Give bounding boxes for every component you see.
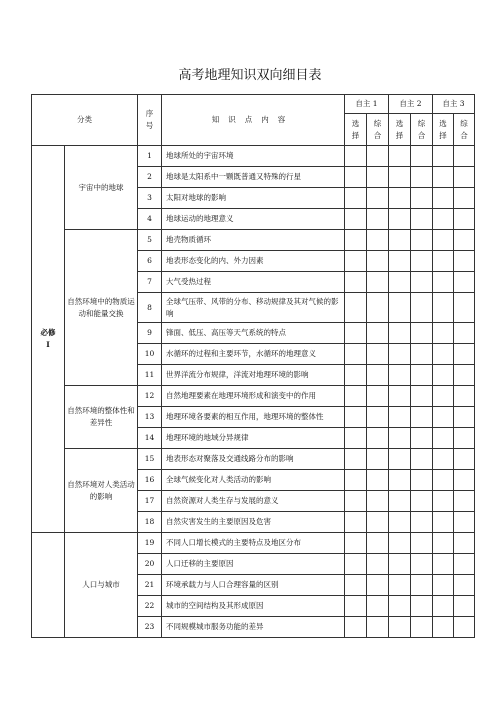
mark-cell[interactable] bbox=[433, 293, 454, 323]
mark-cell[interactable] bbox=[345, 188, 367, 209]
header-group-3: 自主 3 bbox=[433, 95, 475, 114]
header-seq-bottom: 号 bbox=[145, 121, 154, 130]
mark-cell[interactable] bbox=[367, 188, 389, 209]
mark-cell[interactable] bbox=[433, 533, 454, 554]
mark-cell[interactable] bbox=[367, 617, 389, 638]
mark-cell[interactable] bbox=[411, 272, 433, 293]
mark-cell[interactable] bbox=[411, 386, 433, 407]
mark-cell[interactable] bbox=[411, 407, 433, 428]
mark-cell[interactable] bbox=[367, 575, 389, 596]
mark-cell[interactable] bbox=[367, 512, 389, 533]
mark-cell[interactable] bbox=[454, 575, 475, 596]
mark-cell[interactable] bbox=[345, 617, 367, 638]
row-number: 6 bbox=[138, 251, 162, 272]
mark-cell[interactable] bbox=[433, 209, 454, 230]
knowledge-point: 全球气候变化对人类活动的影响 bbox=[162, 470, 345, 491]
mark-cell[interactable] bbox=[389, 188, 411, 209]
row-number: 21 bbox=[138, 575, 162, 596]
mark-cell[interactable] bbox=[411, 491, 433, 512]
mark-cell[interactable] bbox=[345, 365, 367, 386]
mark-cell[interactable] bbox=[433, 554, 454, 575]
mark-cell[interactable] bbox=[345, 428, 367, 449]
row-number: 13 bbox=[138, 407, 162, 428]
mark-cell[interactable] bbox=[411, 323, 433, 344]
category-cell: 人口与城市 bbox=[65, 533, 138, 638]
mark-cell[interactable] bbox=[367, 251, 389, 272]
row-number: 5 bbox=[138, 230, 162, 251]
mark-cell[interactable] bbox=[411, 365, 433, 386]
mark-cell[interactable] bbox=[433, 575, 454, 596]
mark-cell[interactable] bbox=[389, 491, 411, 512]
mark-cell[interactable] bbox=[345, 449, 367, 470]
mark-cell[interactable] bbox=[367, 491, 389, 512]
knowledge-point: 地表形态变化的内、外力因素 bbox=[162, 251, 345, 272]
mark-cell[interactable] bbox=[367, 230, 389, 251]
mark-cell[interactable] bbox=[389, 293, 411, 323]
mark-cell[interactable] bbox=[454, 365, 475, 386]
mark-cell[interactable] bbox=[433, 491, 454, 512]
knowledge-point: 世界洋流分布规律，洋流对地理环境的影响 bbox=[162, 365, 345, 386]
mark-cell[interactable] bbox=[345, 596, 367, 617]
mark-cell[interactable] bbox=[411, 428, 433, 449]
row-number: 9 bbox=[138, 323, 162, 344]
header-group-2: 自主 2 bbox=[389, 95, 433, 114]
mark-cell[interactable] bbox=[454, 407, 475, 428]
mark-cell[interactable] bbox=[345, 344, 367, 365]
mark-cell[interactable] bbox=[433, 386, 454, 407]
mark-cell[interactable] bbox=[389, 209, 411, 230]
header-category: 分类 bbox=[32, 95, 138, 146]
mark-cell[interactable] bbox=[433, 344, 454, 365]
mark-cell[interactable] bbox=[433, 146, 454, 167]
knowledge-point: 自然灾害发生的主要原因及危害 bbox=[162, 512, 345, 533]
mark-cell[interactable] bbox=[454, 386, 475, 407]
mark-cell[interactable] bbox=[433, 407, 454, 428]
mark-cell[interactable] bbox=[345, 491, 367, 512]
knowledge-point: 环境承载力与人口合理容量的区别 bbox=[162, 575, 345, 596]
mark-cell[interactable] bbox=[345, 251, 367, 272]
mark-cell[interactable] bbox=[411, 596, 433, 617]
mark-cell[interactable] bbox=[389, 167, 411, 188]
mark-cell[interactable] bbox=[454, 188, 475, 209]
mark-cell[interactable] bbox=[367, 449, 389, 470]
module-label-line2: I bbox=[46, 340, 50, 349]
mark-cell[interactable] bbox=[454, 533, 475, 554]
header-zonghe-1: 综 合 bbox=[367, 114, 389, 146]
mark-cell[interactable] bbox=[411, 251, 433, 272]
mark-cell[interactable] bbox=[345, 512, 367, 533]
mark-cell[interactable] bbox=[345, 293, 367, 323]
category-cell: 自然环境中的物质运动和能量交换 bbox=[65, 230, 138, 386]
knowledge-point: 人口迁移的主要原因 bbox=[162, 554, 345, 575]
knowledge-point: 地表形态对聚落及交通线路分布的影响 bbox=[162, 449, 345, 470]
mark-cell[interactable] bbox=[345, 167, 367, 188]
page-title: 高考地理知识双向细目表 bbox=[178, 68, 322, 83]
mark-cell[interactable] bbox=[411, 617, 433, 638]
knowledge-point: 不同人口增长模式的主要特点及地区分布 bbox=[162, 533, 345, 554]
mark-cell[interactable] bbox=[433, 596, 454, 617]
table-row bbox=[32, 533, 475, 554]
mark-cell[interactable] bbox=[389, 470, 411, 491]
header-xuanze-3: 选 择 bbox=[433, 114, 454, 146]
knowledge-point: 地球运动的地理意义 bbox=[162, 209, 345, 230]
mark-cell[interactable] bbox=[367, 323, 389, 344]
mark-cell[interactable] bbox=[433, 188, 454, 209]
mark-cell[interactable] bbox=[345, 407, 367, 428]
row-number: 14 bbox=[138, 428, 162, 449]
knowledge-point: 水循环的过程和主要环节，水循环的地理意义 bbox=[162, 344, 345, 365]
row-number: 11 bbox=[138, 365, 162, 386]
mark-cell[interactable] bbox=[411, 344, 433, 365]
mark-cell[interactable] bbox=[411, 230, 433, 251]
mark-cell[interactable] bbox=[389, 575, 411, 596]
row-number: 12 bbox=[138, 386, 162, 407]
mark-cell[interactable] bbox=[345, 470, 367, 491]
mark-cell[interactable] bbox=[411, 449, 433, 470]
table-row bbox=[32, 230, 475, 251]
knowledge-point: 地壳物质循环 bbox=[162, 230, 345, 251]
mark-cell[interactable] bbox=[345, 230, 367, 251]
header-knowledge: 知识点内容 bbox=[162, 95, 345, 146]
row-number: 3 bbox=[138, 188, 162, 209]
mark-cell[interactable] bbox=[389, 533, 411, 554]
mark-cell[interactable] bbox=[389, 272, 411, 293]
mark-cell[interactable] bbox=[389, 596, 411, 617]
mark-cell[interactable] bbox=[454, 344, 475, 365]
mark-cell[interactable] bbox=[345, 209, 367, 230]
mark-cell[interactable] bbox=[345, 533, 367, 554]
mark-cell[interactable] bbox=[367, 533, 389, 554]
mark-cell[interactable] bbox=[389, 365, 411, 386]
row-number: 1 bbox=[138, 146, 162, 167]
mark-cell[interactable] bbox=[389, 344, 411, 365]
mark-cell[interactable] bbox=[389, 617, 411, 638]
mark-cell[interactable] bbox=[454, 293, 475, 323]
knowledge-point: 全球气压带、风带的分布、移动规律及其对气候的影响 bbox=[162, 293, 345, 323]
mark-cell[interactable] bbox=[411, 533, 433, 554]
knowledge-point: 锋面、低压、高压等天气系统的特点 bbox=[162, 323, 345, 344]
mark-cell[interactable] bbox=[454, 167, 475, 188]
header-zonghe-2: 综 合 bbox=[411, 114, 433, 146]
mark-cell[interactable] bbox=[454, 554, 475, 575]
mark-cell[interactable] bbox=[367, 146, 389, 167]
mark-cell[interactable] bbox=[367, 209, 389, 230]
knowledge-point: 大气受热过程 bbox=[162, 272, 345, 293]
mark-cell[interactable] bbox=[454, 596, 475, 617]
row-number: 7 bbox=[138, 272, 162, 293]
mark-cell[interactable] bbox=[367, 554, 389, 575]
mark-cell[interactable] bbox=[345, 386, 367, 407]
mark-cell[interactable] bbox=[367, 365, 389, 386]
row-number: 17 bbox=[138, 491, 162, 512]
mark-cell[interactable] bbox=[345, 554, 367, 575]
mark-cell[interactable] bbox=[389, 251, 411, 272]
header-seq-top: 序 bbox=[145, 109, 154, 118]
mark-cell[interactable] bbox=[389, 449, 411, 470]
mark-cell[interactable] bbox=[433, 428, 454, 449]
mark-cell[interactable] bbox=[433, 167, 454, 188]
mark-cell[interactable] bbox=[367, 428, 389, 449]
mark-cell[interactable] bbox=[411, 575, 433, 596]
mark-cell[interactable] bbox=[433, 617, 454, 638]
mark-cell[interactable] bbox=[345, 575, 367, 596]
mark-cell[interactable] bbox=[367, 470, 389, 491]
row-number: 19 bbox=[138, 533, 162, 554]
mark-cell[interactable] bbox=[367, 272, 389, 293]
knowledge-point: 地理环境的地域分异规律 bbox=[162, 428, 345, 449]
mark-cell[interactable] bbox=[433, 251, 454, 272]
knowledge-point: 地理环境各要素的相互作用，地理环境的整体性 bbox=[162, 407, 345, 428]
mark-cell[interactable] bbox=[454, 491, 475, 512]
row-number: 2 bbox=[138, 167, 162, 188]
mark-cell[interactable] bbox=[389, 428, 411, 449]
mark-cell[interactable] bbox=[454, 323, 475, 344]
category-cell: 宇宙中的地球 bbox=[65, 146, 138, 230]
mark-cell[interactable] bbox=[433, 272, 454, 293]
mark-cell[interactable] bbox=[454, 272, 475, 293]
row-number: 16 bbox=[138, 470, 162, 491]
mark-cell[interactable] bbox=[345, 272, 367, 293]
table-row bbox=[32, 146, 475, 167]
mark-cell[interactable] bbox=[367, 596, 389, 617]
row-number: 23 bbox=[138, 617, 162, 638]
mark-cell[interactable] bbox=[433, 323, 454, 344]
mark-cell[interactable] bbox=[411, 293, 433, 323]
knowledge-point: 自然资源对人类生存与发展的意义 bbox=[162, 491, 345, 512]
header-group-1: 自主 1 bbox=[345, 95, 389, 114]
category-cell: 自然环境对人类活动的影响 bbox=[65, 449, 138, 533]
mark-cell[interactable] bbox=[389, 512, 411, 533]
knowledge-point: 地球所处的宇宙环境 bbox=[162, 146, 345, 167]
header-zonghe-3: 综 合 bbox=[454, 114, 475, 146]
mark-cell[interactable] bbox=[433, 230, 454, 251]
mark-cell[interactable] bbox=[389, 407, 411, 428]
mark-cell[interactable] bbox=[454, 428, 475, 449]
mark-cell[interactable] bbox=[454, 470, 475, 491]
mark-cell[interactable] bbox=[433, 449, 454, 470]
mark-cell[interactable] bbox=[367, 386, 389, 407]
mark-cell[interactable] bbox=[433, 512, 454, 533]
table-header-row bbox=[32, 95, 475, 114]
row-number: 4 bbox=[138, 209, 162, 230]
category-cell: 自然环境的整体性和差异性 bbox=[65, 386, 138, 449]
mark-cell[interactable] bbox=[454, 449, 475, 470]
knowledge-point: 自然地理要素在地理环境形成和演变中的作用 bbox=[162, 386, 345, 407]
mark-cell[interactable] bbox=[411, 512, 433, 533]
row-number: 22 bbox=[138, 596, 162, 617]
row-number: 10 bbox=[138, 344, 162, 365]
header-xuanze-2: 选 择 bbox=[389, 114, 411, 146]
mark-cell[interactable] bbox=[367, 167, 389, 188]
mark-cell[interactable] bbox=[367, 293, 389, 323]
mark-cell[interactable] bbox=[454, 617, 475, 638]
knowledge-point: 不同规模城市服务功能的差异 bbox=[162, 617, 345, 638]
mark-cell[interactable] bbox=[454, 230, 475, 251]
mark-cell[interactable] bbox=[454, 146, 475, 167]
knowledge-point: 地球是太阳系中一颗既普通又特殊的行星 bbox=[162, 167, 345, 188]
mark-cell[interactable] bbox=[389, 146, 411, 167]
knowledge-point: 城市的空间结构及其形成原因 bbox=[162, 596, 345, 617]
knowledge-table bbox=[31, 94, 475, 638]
knowledge-point: 太阳对地球的影响 bbox=[162, 188, 345, 209]
mark-cell[interactable] bbox=[345, 146, 367, 167]
row-number: 8 bbox=[138, 293, 162, 323]
mark-cell[interactable] bbox=[454, 209, 475, 230]
row-number: 20 bbox=[138, 554, 162, 575]
mark-cell[interactable] bbox=[411, 188, 433, 209]
mark-cell[interactable] bbox=[367, 344, 389, 365]
mark-cell[interactable] bbox=[454, 512, 475, 533]
table-row bbox=[32, 386, 475, 407]
mark-cell[interactable] bbox=[367, 407, 389, 428]
mark-cell[interactable] bbox=[389, 230, 411, 251]
mark-cell[interactable] bbox=[389, 554, 411, 575]
module-label-blank bbox=[32, 533, 65, 638]
mark-cell[interactable] bbox=[411, 146, 433, 167]
mark-cell[interactable] bbox=[389, 386, 411, 407]
mark-cell[interactable] bbox=[389, 323, 411, 344]
mark-cell[interactable] bbox=[411, 167, 433, 188]
table-row bbox=[32, 449, 475, 470]
mark-cell[interactable] bbox=[433, 470, 454, 491]
mark-cell[interactable] bbox=[411, 554, 433, 575]
module-label-line1: 必修 bbox=[40, 328, 56, 337]
header-xuanze-1: 选 择 bbox=[345, 114, 367, 146]
mark-cell[interactable] bbox=[433, 365, 454, 386]
row-number: 18 bbox=[138, 512, 162, 533]
row-number: 15 bbox=[138, 449, 162, 470]
header-seq bbox=[138, 95, 162, 146]
mark-cell[interactable] bbox=[411, 470, 433, 491]
mark-cell[interactable] bbox=[411, 209, 433, 230]
mark-cell[interactable] bbox=[345, 323, 367, 344]
module-label bbox=[32, 146, 65, 533]
mark-cell[interactable] bbox=[454, 251, 475, 272]
